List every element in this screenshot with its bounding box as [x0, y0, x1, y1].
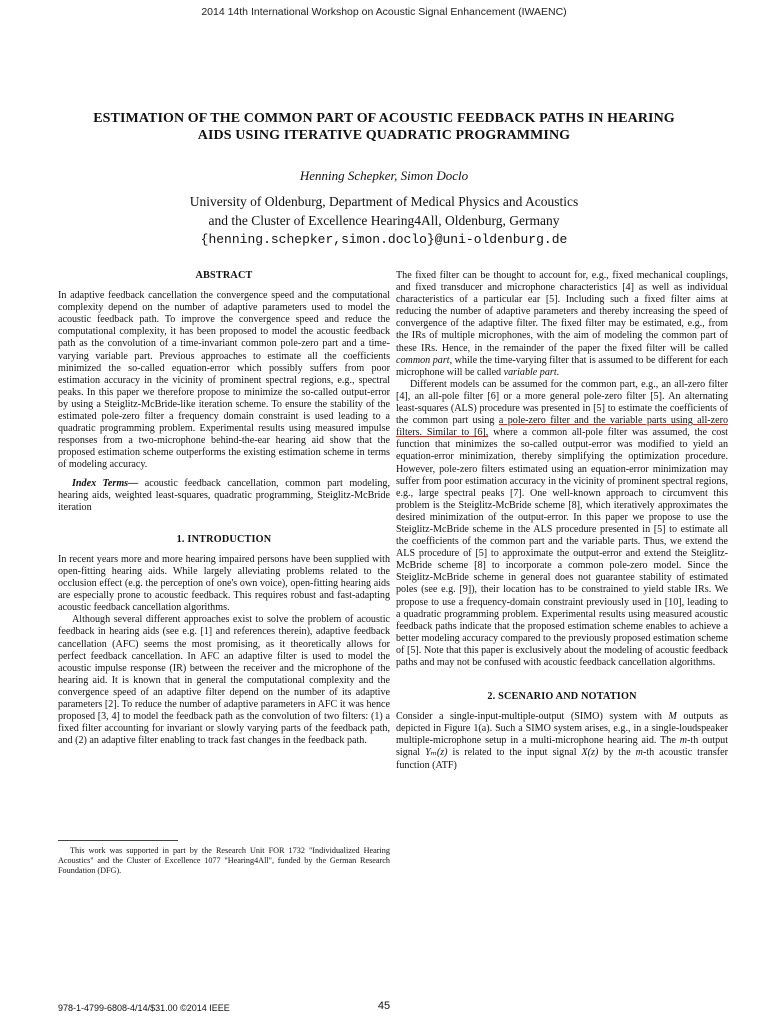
text-run: by the: [598, 747, 636, 759]
right-paragraph-3: [396, 711, 728, 771]
text-run: where a common all-pole filter was assumed, the cost function that minimizes the so-called output-error was modified to yield an equation-error minimization, thereby simplifying the optimization procedure. However, pole-zero filters estimated using an equation-error minimization may suffer from poor estimation accuracy in the vicinity of prominent spectral regions, e.g., large spectral peaks [7]. One well-known approach to circumvent this problem is the Steiglitz-McBride scheme [8], which iteratively approximates the desired minimization of the output-error. In this paper we propose to use the Steiglitz-McBride scheme in the ALS procedure presented in [5] to estimate all the coefficients of the common part and the variable parts. Thus, we extend the ALS procedure of [5] to approximate the output-error and extend the Steiglitz-McBride scheme [8] to incorporate a common pole-zero model. Since the Steiglitz-McBride scheme in general does not guarantee stability of estimated poles (see e.g. [9]), their location has to be constrained to yield stable IRs. We propose to use a frequency-domain constraint previously used in [10], leading to a quadratic programming problem. Experimental results using measured acoustic feedback paths indicate that the proposed estimation scheme enables to achieve a better modeling accuracy compared to the previously proposed estimation scheme of [5]. Note that this paper is exclusively about the modeling of acoustic feedback paths and may not be confused with acoustic feedback cancellation algorithms.: [396, 427, 728, 668]
authors: Henning Schepker, Simon Doclo: [299, 168, 469, 183]
text-run: is related to the input signal: [447, 747, 582, 759]
right-paragraph-2: [396, 379, 728, 669]
math-symbol: m: [679, 735, 688, 747]
text-run: Different models can be assumed for the common part, e.g., an all-zero filter [4], an all-pole filter [6] or a more general pole-zero filter [5]. An alternating least-squares (ALS) procedure was presented in [5] to estimate the coefficients of the common part using: [396, 378, 728, 427]
text-run: -th acoustic transfer function (ATF): [396, 747, 728, 771]
intro-paragraph-2: Although several different approaches exist to solve the problem of acoustic feedback in hearing aids (see e.g. [1] and references therein), adaptive feedback cancellation (AFC) seems the most promising, as it theoretically allows for perfect feedback cancellation. In AFC an adaptive filter is used to model the acoustic impulse response (IR) between the receiver and the microphone of the hearing aid. It is known that in general the computational complexity and the convergence speed of an adaptive filter depend on the number of its adaptive parameters [2]. To reduce the number of adaptive parameters in AFC it was hence proposed [3, 4] to model the feedback path as the convolution of two filters: (1) a fixed filter accounting for invariant or slowly varying parts of the feedback path, and (2) an adaptive filter enabling to track fast changes in the feedback path.: [58, 614, 390, 747]
text-run: Consider a single-input-multiple-output (SIMO) system with: [396, 711, 669, 723]
title-line-2: AIDS USING ITERATIVE QUADRATIC PROGRAMMING: [197, 128, 571, 143]
intro-paragraph-1: In recent years more and more hearing impaired persons have been supplied with open-fitting hearing aids. While largely alleviating problems related to the occlusion effect (e.g. the perception of one's own voice), open-fitting hearing aids are especially prone to acoustic feedback. This requires robust and fast-adapting acoustic feedback cancellation algorithms.: [58, 553, 390, 614]
abstract-text: In adaptive feedback cancellation the convergence speed and the computational complexity depend on the number of adaptive parameters used to model the acoustic feedback path. To improve the convergence speed and reduce the computational complexity, it has been proposed to model the acoustic feedback path as the convolution of a time-invariant common pole-zero part and a time-varying variable part. Previous approaches to estimate all the coefficients minimized the so-called equation-error which possibly suffers from poor estimation accuracy in the vicinity of prominent spectral regions, e.g., spectral peaks. In this paper we therefore propose to minimize the so-called output-error by using a Steiglitz-McBride-like iteration scheme. To ensure the stability of the estimated pole-zero filter a frequency domain constraint is used leading to a quadratic programming problem. Experimental results using measured impulse responses from a two-microphone behind-the-ear hearing aid show that the proposed estimation scheme outperforms the existing estimation scheme in terms of modeling accuracy.: [58, 290, 390, 471]
email: {henning.schepker,simon.doclo}@uni-oldenburg.de: [200, 232, 568, 247]
text-run: outputs as depicted in Figure 1(a). Such a SIMO system arises, e.g., in a single-loudspeaker multiple-microphone setup in a multi-microphone hearing aid. The: [396, 711, 728, 747]
text-run: -th output signal: [396, 735, 728, 759]
math-symbol: Yₘ(z): [425, 747, 448, 759]
math-symbol: m: [635, 747, 643, 759]
index-terms: [58, 478, 390, 514]
affiliation-line-2: and the Cluster of Excellence Hearing4All, Oldenburg, Germany: [208, 213, 560, 228]
footnote: This work was supported in part by the Research Unit FOR 1732 "Individualized Hearing Acoustics" and the Cluster of Excellence 1077 "Hearing4All", funded by the German Research Foundation (DFG).: [58, 846, 390, 875]
index-terms-text: acoustic feedback cancellation, common part modeling, hearing aids, weighted least-squares, quadratic programming, Steiglitz-McBride iteration: [58, 477, 390, 513]
text-run: , while the time-varying filter that is assumed to be different for each microphone will be called: [396, 354, 728, 378]
conference-header: 2014 14th International Workshop on Acoustic Signal Enhancement (IWAENC): [201, 6, 567, 18]
right-column: [396, 270, 728, 772]
footnote-rule: [58, 840, 178, 841]
title-line-1: ESTIMATION OF THE COMMON PART OF ACOUSTIC FEEDBACK PATHS IN HEARING: [93, 111, 675, 126]
text-run: .: [556, 366, 560, 378]
emphasis-common-part: common part: [396, 354, 450, 366]
isbn: 978-1-4799-6808-4/14/$31.00 ©2014 IEEE: [58, 1003, 230, 1013]
page-number: 45: [377, 1000, 391, 1012]
intro-heading: 1. INTRODUCTION: [176, 533, 272, 545]
right-paragraph-1: [396, 270, 728, 379]
math-symbol: M: [668, 711, 677, 723]
index-terms-label: Index Terms—: [72, 477, 139, 489]
abstract-heading: ABSTRACT: [195, 270, 253, 281]
section-2-heading: 2. SCENARIO AND NOTATION: [487, 691, 637, 703]
emphasis-variable-part: variable part: [503, 366, 557, 378]
affiliation: [0, 192, 768, 249]
math-symbol: X(z): [581, 747, 599, 759]
underlined-text: a pole-zero filter and the variable parts using all-zero filters. Similar to [6],: [396, 415, 728, 439]
text-run: The fixed filter can be thought to account for, e.g., fixed mechanical couplings, and fixed transducer and microphone characteristics [4] as well as individual characteristics of a particular ear [5]. Including such a fixed filter aims at reducing the number of adaptive parameters and thereby increasing the speed of convergence of the adaptive filter. The fixed filter may be estimated, e.g., from the IRs of multiple microphones, with the aim of modeling the common part of these IRs. Hence, in the remainder of the paper the fixed filter will be called: [396, 270, 728, 354]
left-column: [58, 270, 390, 747]
paper-title: [40, 110, 728, 144]
affiliation-line-1: University of Oldenburg, Department of Medical Physics and Acoustics: [189, 194, 579, 209]
